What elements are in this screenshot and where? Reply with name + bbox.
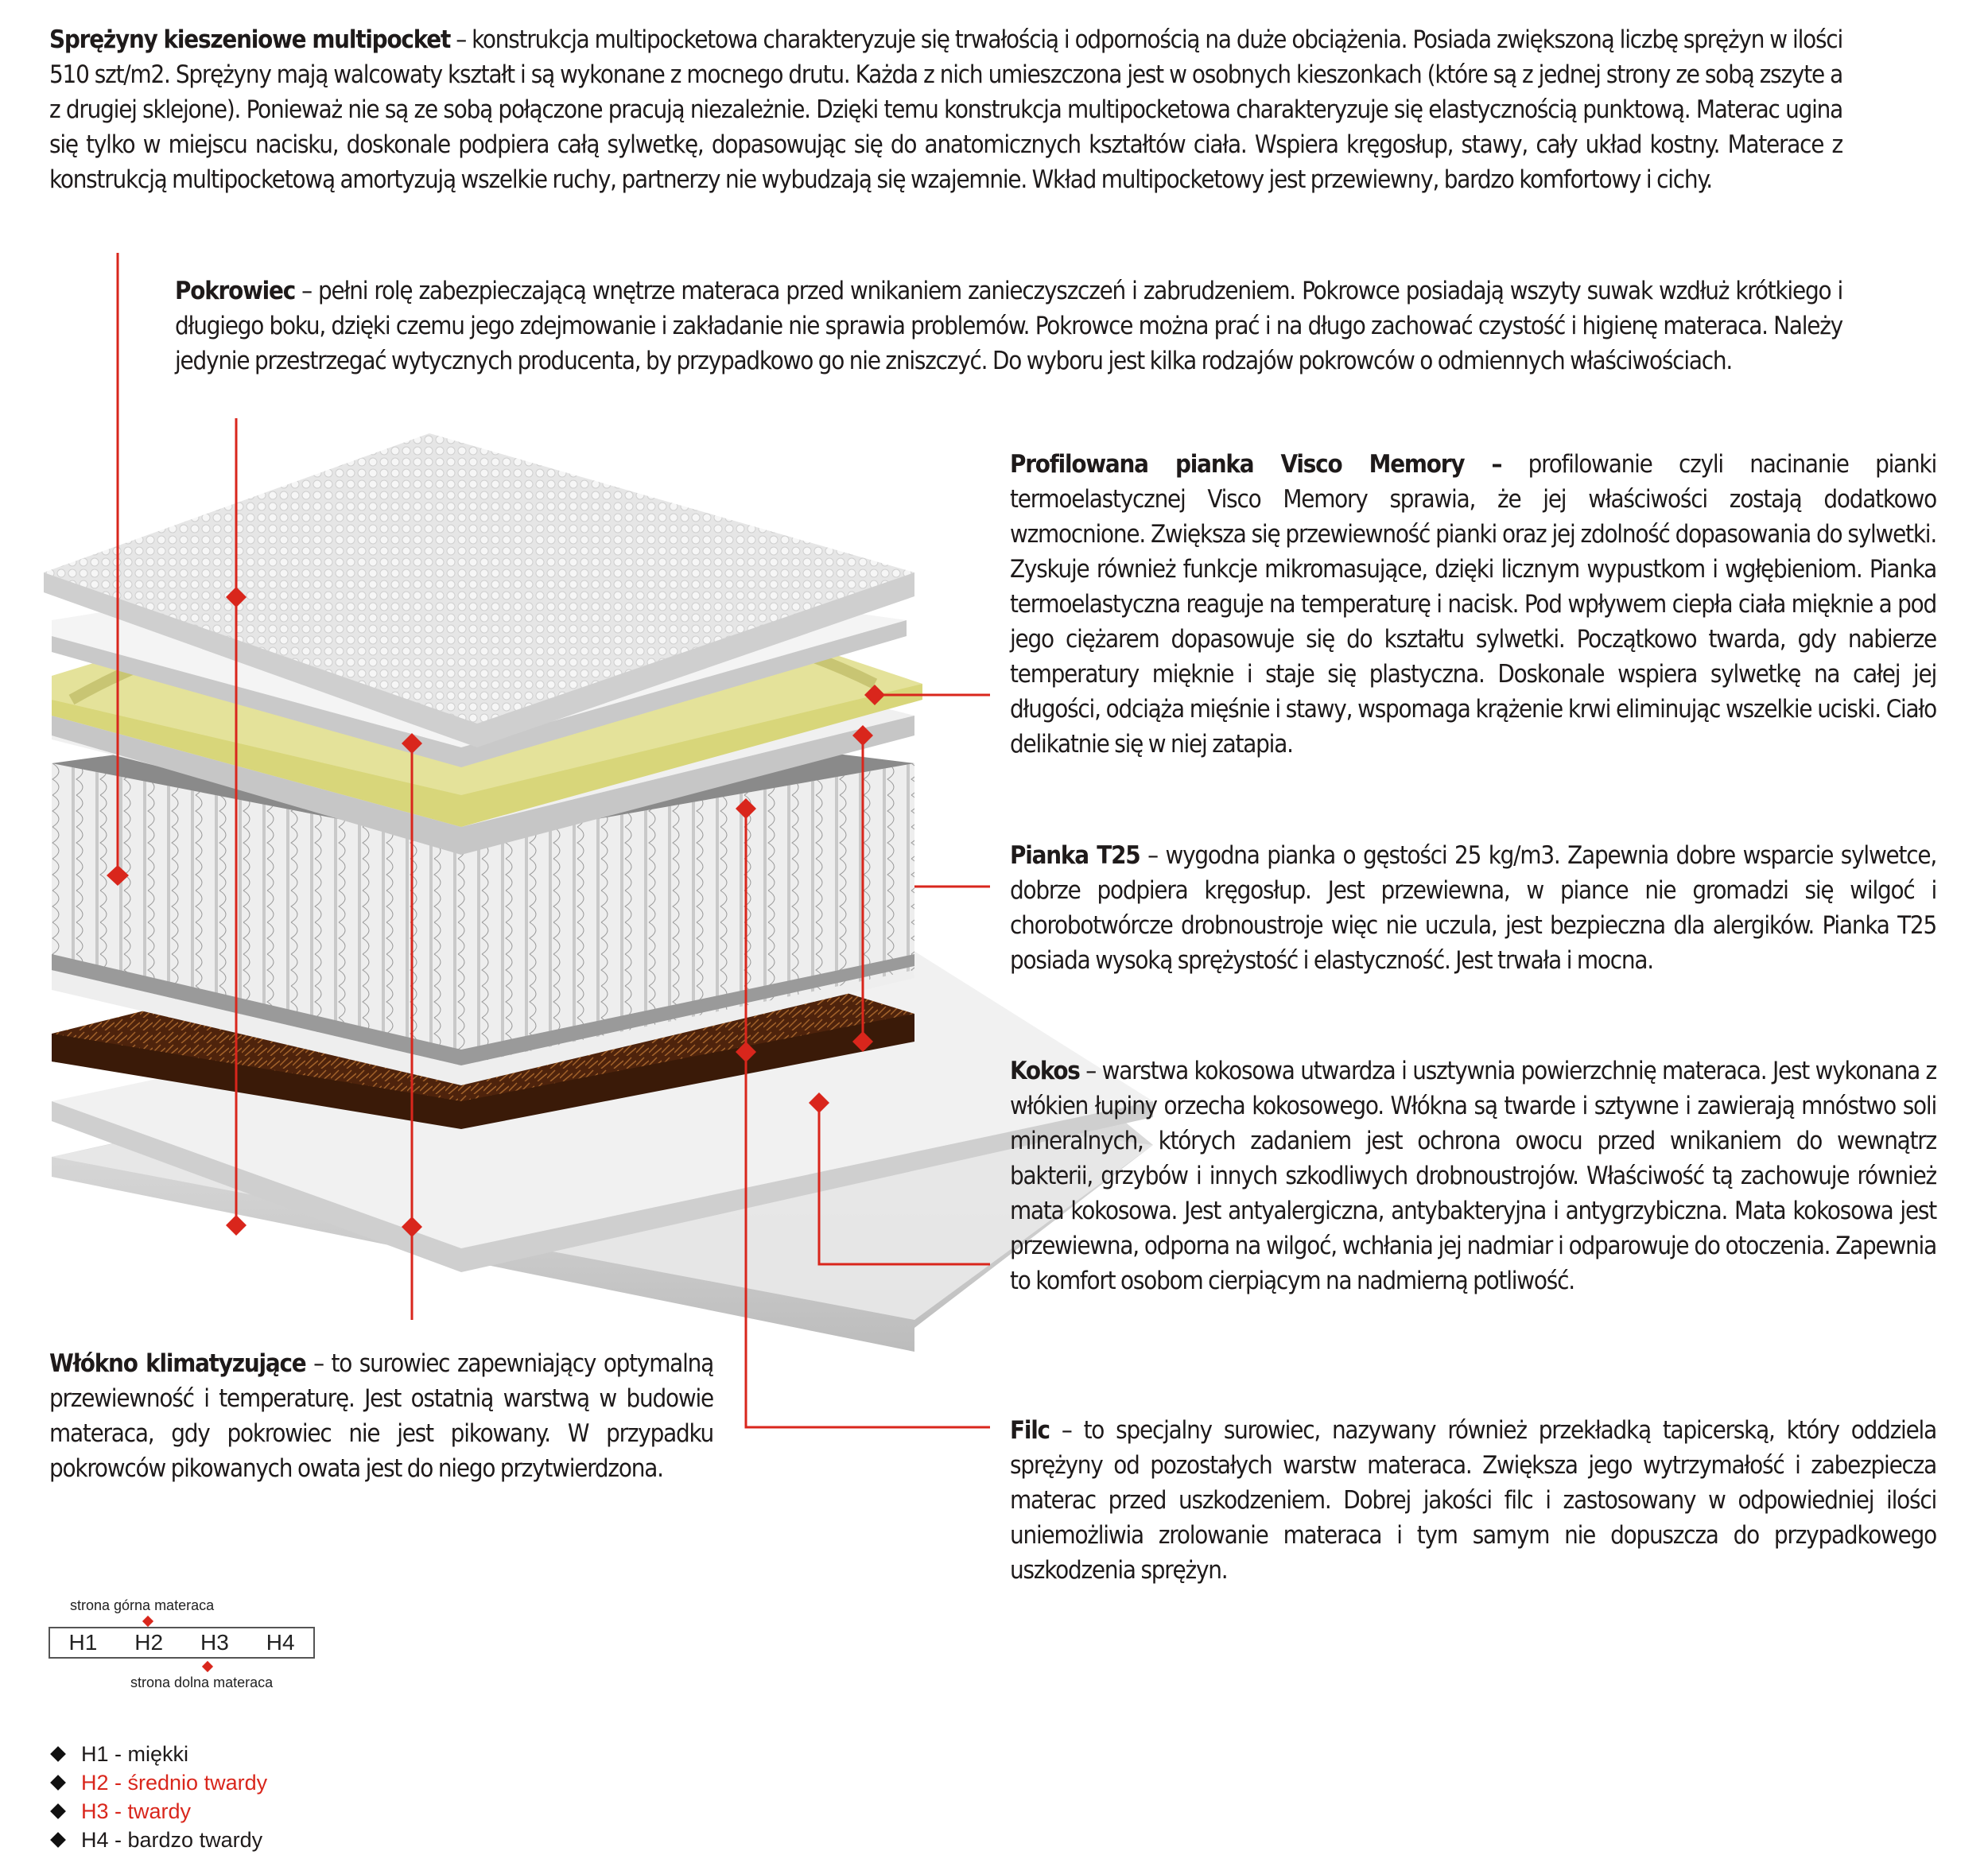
section-text: – pełni rolę zabezpieczającą wnętrze materaca przed wnikaniem zanieczyszczeń i zabrudzeniem. Pokrowce posiadają wszyty suwak wzdłuż krótkiego i długiego boku, dzięki czemu jego zdejmowanie i zakładanie nie sprawia problemów. Pokrowce można prać i na długo zachować czystość i higienę materaca. Należy jedynie przestrzegać wytycznych producenta, by przypadkowo go nie zniszczyć. Do wyboru jest kilka rodzajów pokrowców o odmiennych właściwościach. bbox=[175, 277, 1842, 375]
legend-item bbox=[48, 1768, 267, 1797]
diamond-bullet-icon bbox=[50, 1803, 66, 1819]
scale-level-h3: H3 bbox=[200, 1630, 229, 1655]
marker-diamond bbox=[226, 1215, 247, 1236]
section-title: Pianka T25 bbox=[1010, 841, 1140, 870]
section-text: – wygodna pianka o gęstości 25 kg/m3. Zapewnia dobre wsparcie sylwetce, dobrze podpiera kręgosłup. Jest przewiewna, w piance nie gromadzi się wilgoć i chorobotwórcze drobnoustroje więc nie uczula, jest bezpieczna dla alergików. Pianka T25 posiada wysoką sprężystość i elastyczność. Jest trwała i mocna. bbox=[1010, 841, 1936, 975]
section-title: Sprężyny kieszeniowe multipocket bbox=[49, 25, 451, 54]
legend-item bbox=[48, 1826, 267, 1854]
section-title: Kokos bbox=[1010, 1057, 1080, 1085]
section-text: – konstrukcja multipocketowa charakteryzuje się trwałością i odpornością na duże obciążenia. Posiada zwiększoną liczbę sprężyn w ilości 510 szt/m2. Sprężyny mają walcowaty kształt i są wykonane z mocnego drutu. Każda z nich umieszczona jest w osobnych kieszonkach (które są z jednej strony ze sobą zszyte a z drugiej sklejone). Ponieważ nie są ze sobą połączone pracują niezależnie. Dzięki temu konstrukcja multipocketowa charakteryzuje się elastycznością punktową. Materac ugina się tylko w miejscu nacisku, doskonale podpiera całą sylwetkę, dopasowując się do anatomicznych kształtów ciała. Wspiera kręgosłup, stawy, cały układ kostny. Materace z konstrukcją multipocketową amortyzują wszelkie ruchy, partnerzy nie wybudzają się wzajemnie. Wkład multipocketowy jest przewiewny, bardzo komfortowy i cichy. bbox=[49, 25, 1842, 194]
section-text: – to surowiec zapewniający optymalną przewiewność i temperaturę. Jest ostatnią warstwą w budowie materaca, gdy pokrowiec nie jest pikowany. W przypadku pokrowców pikowanych owata jest do niego przytwierdzona. bbox=[49, 1349, 713, 1483]
hardness-scale bbox=[49, 1627, 315, 1659]
section-t25-foam bbox=[1010, 838, 1936, 978]
hardness-legend bbox=[48, 1740, 267, 1854]
section-title: Pokrowiec bbox=[175, 277, 296, 305]
scale-top-label: strona górna materaca bbox=[70, 1597, 215, 1613]
legend-item bbox=[48, 1797, 267, 1826]
legend-label: H4 - bardzo twardy bbox=[81, 1828, 263, 1852]
legend-item bbox=[48, 1740, 267, 1768]
legend-label: H1 - miękki bbox=[81, 1742, 189, 1766]
section-text: profilowanie czyli nacinanie pianki termoelastycznej Visco Memory sprawia, że jej właściwości zostają dodatkowo wzmocnione. Zwiększa się przewiewność pianki oraz jej zdolność dopasowania do sylwetki. Zyskuje również funkcje mikromasujące, dzięki licznym wypustkom i wgłębieniom. Pianka termoelastyczna reaguje na temperaturę i nacisk. Pod wpływem ciepła ciała mięknie a pod jego ciężarem dopasowuje się do kształtu sylwetki. Początkowo twarda, gdy nabierze temperatury mięknie i staje się plastyczna. Doskonale wspiera sylwetkę na całej jej długości, odciąża mięśnie i stawy, wspomaga krążenie krwi eliminując wszelkie uciski. Ciało delikatnie się w niej zatapia. bbox=[1010, 450, 1936, 759]
section-felt bbox=[1010, 1413, 1936, 1588]
diamond-bullet-icon bbox=[50, 1832, 66, 1848]
scale-level-h4: H4 bbox=[266, 1630, 295, 1655]
legend-label: H3 - twardy bbox=[81, 1799, 192, 1823]
diamond-bullet-icon bbox=[50, 1775, 66, 1791]
section-title: Włókno klimatyzujące bbox=[49, 1349, 306, 1378]
section-text: – warstwa kokosowa utwardza i usztywnia powierzchnię materaca. Jest wykonana z włókien łupiny orzecha kokosowego. Włókna są twarde i sztywne i zawierają mnóstwo soli mineralnych, których zadaniem jest ochrona owocu przed wnikaniem do wewnątrz bakterii, grzybów i innych szkodliwych drobnoustrojów. Właściwość tą zachowuje również mata kokosowa. Jest antyalergiczna, antybakteryjna i antygrzybiczna. Mata kokosowa jest przewiewna, odporna na wilgoć, wchłania jej nadmiar i odparowuje do otoczenia. Zapewnia to komfort osobom cierpiącym na nadmierną potliwość. bbox=[1010, 1057, 1936, 1295]
diamond-bullet-icon bbox=[50, 1746, 66, 1762]
section-pocket-springs bbox=[49, 22, 1842, 197]
section-cover bbox=[175, 274, 1842, 378]
section-title: Filc bbox=[1010, 1416, 1050, 1445]
scale-level-h2: H2 bbox=[134, 1630, 164, 1655]
section-title: Profilowana pianka Visco Memory – bbox=[1010, 450, 1502, 479]
section-climate-fiber bbox=[49, 1346, 713, 1486]
section-visco-memory bbox=[1010, 447, 1936, 762]
section-coconut bbox=[1010, 1054, 1936, 1298]
scale-bottom-label: strona dolna materaca bbox=[130, 1675, 274, 1690]
scale-level-h1: H1 bbox=[68, 1630, 98, 1655]
legend-label: H2 - średnio twardy bbox=[81, 1771, 268, 1795]
section-text: – to specjalny surowiec, nazywany również przekładką tapicerską, który oddziela sprężyny od pozostałych warstw materaca. Zwiększa jego wytrzymałość i zabezpiecza materac przed uszkodzeniem. Dobrej jakości filc i zastosowany w odpowiedniej ilości uniemożliwia zrolowanie materaca i tym samym nie dopuszcza do przypadkowego uszkodzenia sprężyn. bbox=[1010, 1416, 1936, 1585]
